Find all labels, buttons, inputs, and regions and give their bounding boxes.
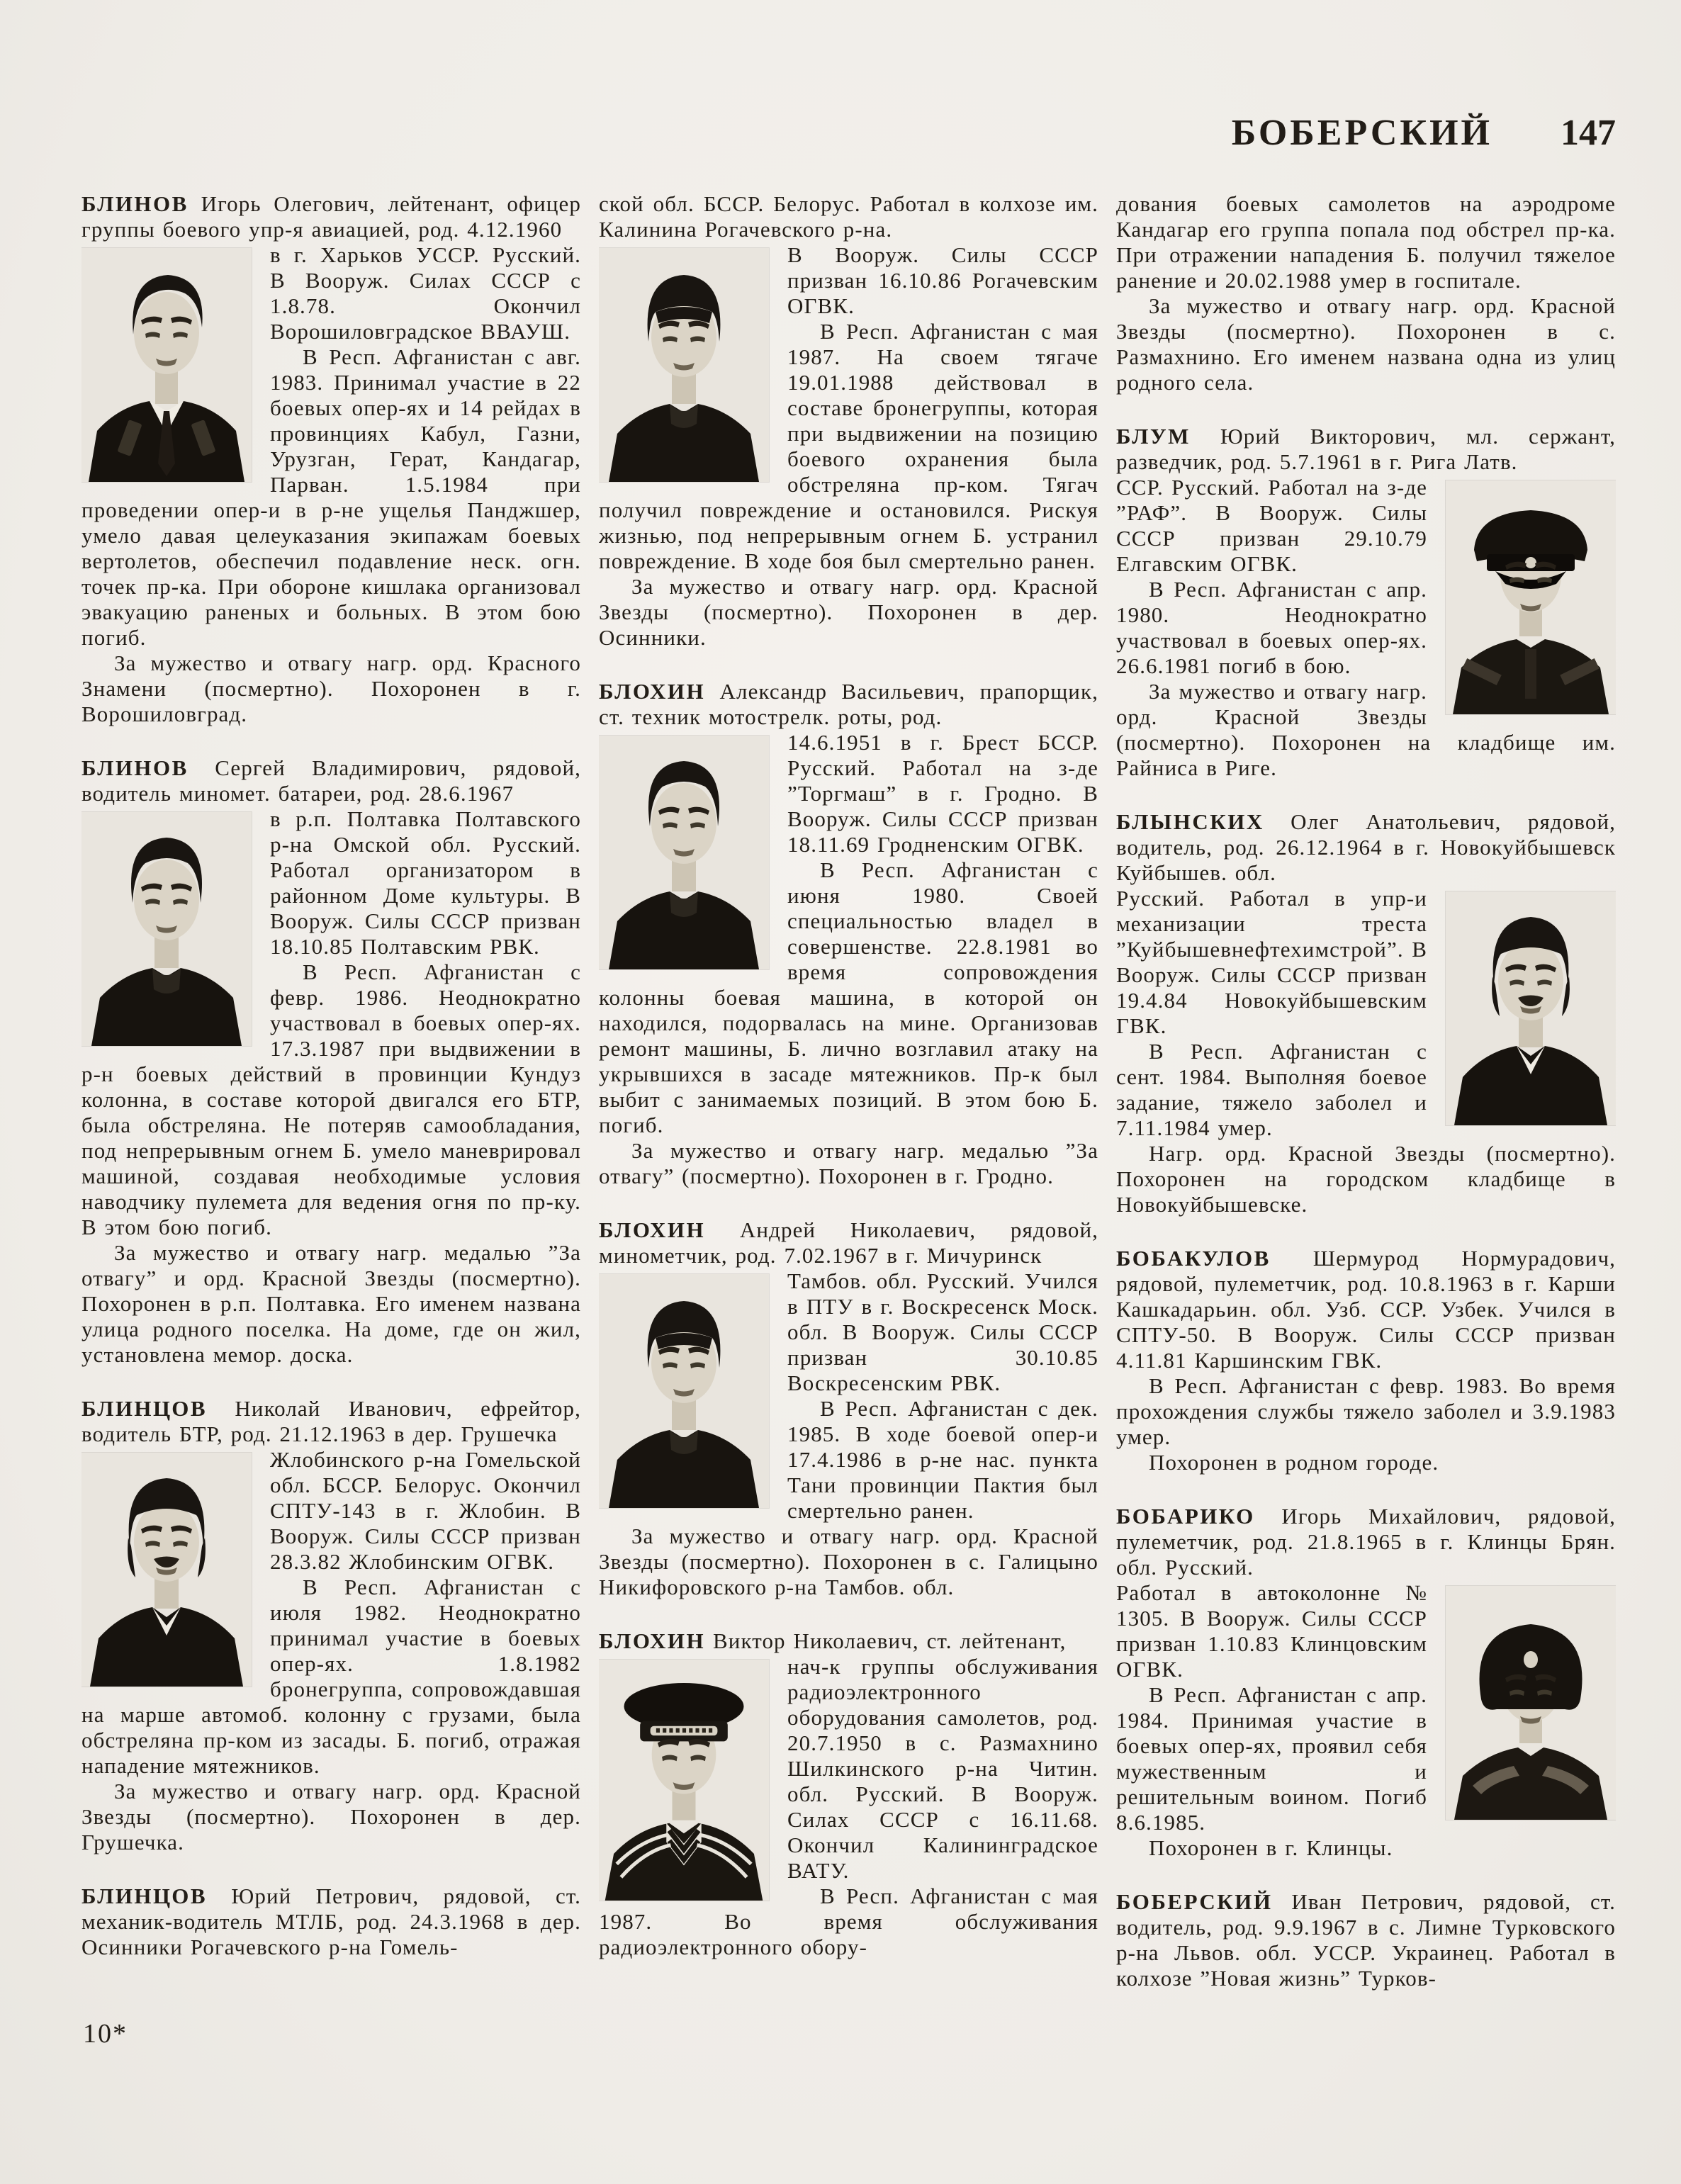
dark-sweater-portrait-icon — [81, 812, 252, 1046]
soldier-photo — [599, 1660, 769, 1901]
text-column-3 — [1116, 191, 1616, 2147]
text-columns — [81, 191, 1616, 2147]
entry-paragraph: В Респ. Афганистан с мая 1987. На своем тягаче 19.01.1988 действовал в составе бронегруппы, которая при выдвижении на позицию боевого охранения была обстреляна пр-ком. Тягач получил повреждение и остановился. Рискуя жизнью, под непрерывным огнем Б. устранил повреждение. В ходе боя был смертельно ранен. — [599, 319, 1098, 573]
entry-paragraph: В Вооруж. Силы СССР призван 16.10.86 Рогачевским ОГВК. — [787, 242, 1098, 318]
entry-surname: БЛЫНСКИХ — [1116, 809, 1264, 834]
entry-paragraph: Русский. Работал в упр-и механизации треста ”Куйбышевнефтехимстрой”. В Вооруж. Силы СССР призван 19.4.84 Новокуйбышевским ГВК. — [1116, 886, 1427, 1038]
memorial-entry — [81, 755, 581, 1368]
mustache-portrait-icon — [1446, 891, 1616, 1125]
entry-paragraph: В Респ. Афганистан с апр. 1984. Принимая участие в боевых опер-ях, проявил себя мужественным и решительным воином. Погиб 8.6.1985. — [1116, 1682, 1427, 1835]
entry-surname: БЛИНОВ — [81, 191, 189, 216]
entry-paragraph: Нагр. орд. Красной Звезды (посмертно). Похоронен на городском кладбище в Новокуйбышевске. — [1116, 1141, 1616, 1217]
entry-surname: БОБАРИКО — [1116, 1504, 1255, 1529]
soldier-photo — [1446, 1586, 1616, 1820]
memorial-entry — [599, 1628, 1098, 1960]
soldier-photo — [1446, 891, 1616, 1125]
entry-paragraph: 14.6.1951 в г. Брест БССР. Русский. Работал на з-де ”Торгмаш” в г. Гродно. В Вооруж. Силы СССР призван 18.11.69 Гродненским ОГВК. — [787, 730, 1098, 857]
entry-surname: БЛОХИН — [599, 1217, 706, 1242]
entry-paragraph: В Респ. Афганистан с сент. 1984. Выполняя боевое задание, тяжело заболел и 7.11.1984 умер. — [1116, 1039, 1427, 1140]
text-column-1 — [81, 191, 581, 2147]
entry-paragraph: в г. Харьков УССР. Русский. В Вооруж. Силах СССР с 1.8.78. Окончил Ворошиловградское ВВАУШ. — [270, 242, 581, 344]
mustache-portrait-icon — [81, 1453, 252, 1687]
entry-paragraph: В Респ. Афганистан с дек. 1985. В ходе боевой опер-и 17.4.1986 в р-не нас. пункта Тани провинции Пактия был смертельно ранен. — [787, 1396, 1098, 1523]
page-title: БОБЕРСКИЙ — [1231, 113, 1492, 153]
entry-surname: БЛОХИН — [599, 679, 706, 704]
entry-surname: БОБЕРСКИЙ — [1116, 1889, 1273, 1914]
entry-lead-paragraph: БЛУМ Юрий Викторович, мл. сержант, разведчик, род. 5.7.1961 в г. Рига Латв. — [1116, 424, 1616, 474]
page-number: 147 — [1561, 113, 1616, 153]
entry-surname: БЛИНЦОВ — [81, 1884, 208, 1908]
fringe-portrait-icon — [599, 248, 769, 482]
memorial-entry — [81, 191, 581, 727]
entry-paragraph: За мужество и отвагу нагр. орд. Красной Звезды (посмертно). Похоронен в дер. Осинники. — [599, 574, 1098, 650]
soldier-photo — [81, 248, 252, 482]
memorial-entry — [599, 679, 1098, 1189]
entry-lead-paragraph: БЛИНОВ Игорь Олегович, лейтенант, офицер группы боевого упр-я авиацией, род. 4.12.1960 — [81, 191, 581, 242]
entry-lead-paragraph: БЛИНЦОВ Юрий Петрович, рядовой, ст. механик-водитель МТЛБ, род. 24.3.1968 в дер. Осинники Рогачевского р-на Гомель- — [81, 1884, 581, 1959]
entry-paragraph: В Респ. Афганистан с апр. 1980. Неоднократно участвовал в боевых опер-ях. 26.6.1981 погиб в бою. — [1116, 577, 1427, 678]
entry-paragraph: За мужество и отвагу нагр. орд. Красной Звезды (посмертно). Похоронен в с. Галицыно Никифоровского р-на Тамбов. обл. — [599, 1524, 1098, 1599]
entry-paragraph: Работал в автоколонне № 1305. В Вооруж. Силы СССР призван 1.10.83 Клинцовским ОГВК. — [1116, 1580, 1427, 1682]
entry-surname: БЛУМ — [1116, 424, 1191, 449]
page-header — [1232, 112, 1616, 154]
dark-sweater-portrait-icon — [599, 736, 769, 969]
memorial-entry — [81, 1884, 581, 1960]
entry-paragraph: В Респ. Афганистан с июня 1980. Своей специальностью владел в совершенстве. 22.8.1981 во время сопровождения колонны боевая машина, в которой он находился, подорвалась на мине. Организовав ремонт машины, Б. лично возглавил атаку на укрывшихся в засаде мятежников. Пр-к был выбит с занимаемых позиций. В этом бою Б. погиб. — [599, 857, 1098, 1137]
memorial-entry — [1116, 809, 1616, 1217]
soldier-photo — [1446, 480, 1616, 714]
entry-paragraph: За мужество и отвагу нагр. орд. Красной Звезды (посмертно). Похоронен в с. Размахнино. Его именем названа одна из улиц родного села. — [1116, 293, 1616, 395]
entry-surname: БЛИНЦОВ — [81, 1396, 208, 1421]
entry-lead-paragraph: БОБАРИКО Игорь Михайлович, рядовой, пулеметчик, род. 21.8.1965 в г. Клинцы Брян. обл. Русский. — [1116, 1504, 1616, 1580]
entry-lead-paragraph: БЛОХИН Александр Васильевич, прапорщик, ст. техник мотострелк. роты, род. — [599, 679, 1098, 729]
memorial-entry — [81, 1396, 581, 1855]
soldier-photo — [81, 812, 252, 1046]
entry-lead-paragraph: БЛИНЦОВ Николай Иванович, ефрейтор, водитель БТР, род. 21.12.1963 в дер. Грушечка — [81, 1396, 581, 1446]
entry-paragraph: Жлобинского р-на Гомельской обл. БССР. Белорус. Окончил СПТУ-143 в г. Жлобин. В Вооруж. Силы СССР призван 28.3.82 Жлобинским ОГВК. — [270, 1447, 581, 1574]
signature-mark: 10* — [83, 2019, 128, 2049]
entry-paragraph: Похоронен в г. Клинцы. — [1149, 1835, 1393, 1860]
entry-paragraph: нач-к группы обслуживания радиоэлектронного оборудования самолетов, род. 20.7.1950 в с. Размахнино Шилкинского р-на Читин. обл. Русский. В Вооруж. Силах СССР с 16.11.68. Окончил Калининградское ВАТУ. — [787, 1654, 1098, 1883]
entry-lead-paragraph: БЛОХИН Андрей Николаевич, рядовой, минометчик, род. 7.02.1967 в г. Мичуринск — [599, 1217, 1098, 1268]
fringe-portrait-icon — [599, 1274, 769, 1508]
entry-paragraph: За мужество и отвагу нагр. орд. Красной Звезды (посмертно). Похоронен в дер. Грушечка. — [81, 1779, 581, 1854]
entry-paragraph: За мужество и отвагу нагр. орд. Красной Звезды (посмертно). Похоронен на кладбище им. Райниса в Риге. — [1116, 679, 1616, 780]
soldier-photo — [599, 736, 769, 969]
entry-lead-paragraph: БЛИНОВ Сергей Владимирович, рядовой, водитель миномет. батареи, род. 28.6.1967 — [81, 755, 581, 806]
memorial-entry — [599, 1217, 1098, 1600]
entry-paragraph: За мужество и отвагу нагр. медалью ”За отвагу” и орд. Красной Звезды (посмертно). Похоронен в р.п. Полтавка. Его именем названа улица родного поселка. На доме, где он жил, установлена мемор. доска. — [81, 1240, 581, 1367]
entry-paragraph: За мужество и отвагу нагр. медалью ”За отвагу” (посмертно). Похоронен в г. Гродно. — [599, 1138, 1098, 1188]
entry-paragraph: В Респ. Афганистан с февр. 1986. Неоднократно участвовал в боевых опер-ях. 17.3.1987 при выдвижении в р-н боевых действий в провинции Кундуз колонна, в составе которой двигался его БТР, была обстреляна. Не потеряв самообладания, под непрерывным огнем Б. умело маневрировал машиной, создавая необходимые условия наводчику пулемета для ведения огня по пр-ку. В этом бою погиб. — [81, 959, 581, 1239]
entry-lead-paragraph: БОБАКУЛОВ Шермурод Нормурадович, рядовой, пулеметчик, род. 10.8.1963 в г. Карши Кашкадарьин. обл. Узб. ССР. Узбек. Учился в СПТУ-50. В Вооруж. Силы СССР призван 4.11.81 Каршинским ГВК. — [1116, 1246, 1616, 1373]
entry-paragraph: В Респ. Афганистан с авг. 1983. Принимал участие в 22 боевых опер-ях и 14 рейдах в провинциях Кабул, Газни, Урузган, Герат, Кандагар, Парван. 1.5.1984 при проведении опер-и в р-не ущелья Панджшер, умело давая целеуказания экипажам боевых вертолетов, обеспечил подавление неск. огн. точек пр-ка. При обороне кишлака организовал эвакуацию раненых и больных. В этом бою погиб. — [81, 344, 581, 650]
entry-paragraph: За мужество и отвагу нагр. орд. Красного Знамени (посмертно). Похоронен в г. Ворошиловград. — [81, 651, 581, 726]
entry-paragraph: ССР. Русский. Работал на з-де ”РАФ”. В Вооруж. Силы СССР призван 29.10.79 Елгавским ОГВК. — [1116, 475, 1427, 576]
ushanka-portrait-icon — [1446, 1586, 1616, 1820]
memorial-entry — [1116, 191, 1616, 395]
entry-surname: БЛИНОВ — [81, 755, 189, 780]
entry-paragraph: В Респ. Афганистан с июля 1982. Неоднократно принимал участие в боевых опер-ях. 1.8.1982 бронегруппа, сопровождавшая на марше автомоб. колонну с грузами, была обстреляна пр-ком из засады. Б. погиб, отражая нападение мятежников. — [81, 1575, 581, 1778]
entry-paragraph: Похоронен в родном городе. — [1149, 1450, 1439, 1475]
soldier-photo — [81, 1453, 252, 1687]
entry-paragraph: в р.п. Полтавка Полтавского р-на Омской обл. Русский. Работал организатором в районном Доме культуры. В Вооруж. Силы СССР призван 18.10.85 Полтавским РВК. — [270, 806, 581, 959]
soldier-photo — [599, 248, 769, 482]
memorial-entry — [1116, 1504, 1616, 1861]
entry-lead-paragraph: БЛОХИН Виктор Николаевич, ст. лейтенант, — [599, 1628, 1067, 1653]
entry-surname: БОБАКУЛОВ — [1116, 1246, 1271, 1271]
officer-suit-portrait-icon — [81, 248, 252, 482]
entry-lead-paragraph: БОБЕРСКИЙ Иван Петрович, рядовой, ст. водитель, род. 9.9.1967 в с. Лимне Турковского р-на Львов. обл. УССР. Украинец. Работал в колхозе ”Новая жизнь” Турков- — [1116, 1889, 1616, 1991]
entry-paragraph: Тамбов. обл. Русский. Учился в ПТУ в г. Воскресенск Моск. обл. В Вооруж. Силы СССР призван 30.10.85 Воскресенским РВК. — [787, 1268, 1098, 1395]
sailor-portrait-icon — [599, 1660, 769, 1901]
entry-lead-paragraph: дования боевых самолетов на аэродроме Кандагар его группа попала под обстрел пр-ка. При отражении нападения Б. получил тяжелое ранение и 20.02.1988 умер в госпитале. — [1116, 191, 1616, 293]
text-column-2 — [599, 191, 1098, 2147]
soldier-photo — [599, 1274, 769, 1508]
entry-lead-paragraph: БЛЫНСКИХ Олег Анатольевич, рядовой, водитель, род. 26.12.1964 в г. Новокуйбышевск Куйбышев. обл. — [1116, 809, 1616, 885]
memorial-entry — [1116, 1246, 1616, 1475]
memorial-entry — [1116, 1889, 1616, 1991]
entry-paragraph: В Респ. Афганистан с февр. 1983. Во время прохождения службы тяжело заболел и 3.9.1983 умер. — [1116, 1373, 1616, 1449]
memorial-entry — [599, 191, 1098, 651]
peaked-cap-portrait-icon — [1446, 480, 1616, 714]
entry-paragraph: В Респ. Афганистан с мая 1987. Во время обслуживания радиоэлектронного обору- — [599, 1884, 1098, 1959]
memorial-entry — [1116, 424, 1616, 781]
entry-lead-paragraph: ской обл. БССР. Белорус. Работал в колхозе им. Калинина Рогачевского р-на. — [599, 191, 1098, 242]
entry-surname: БЛОХИН — [599, 1628, 706, 1653]
